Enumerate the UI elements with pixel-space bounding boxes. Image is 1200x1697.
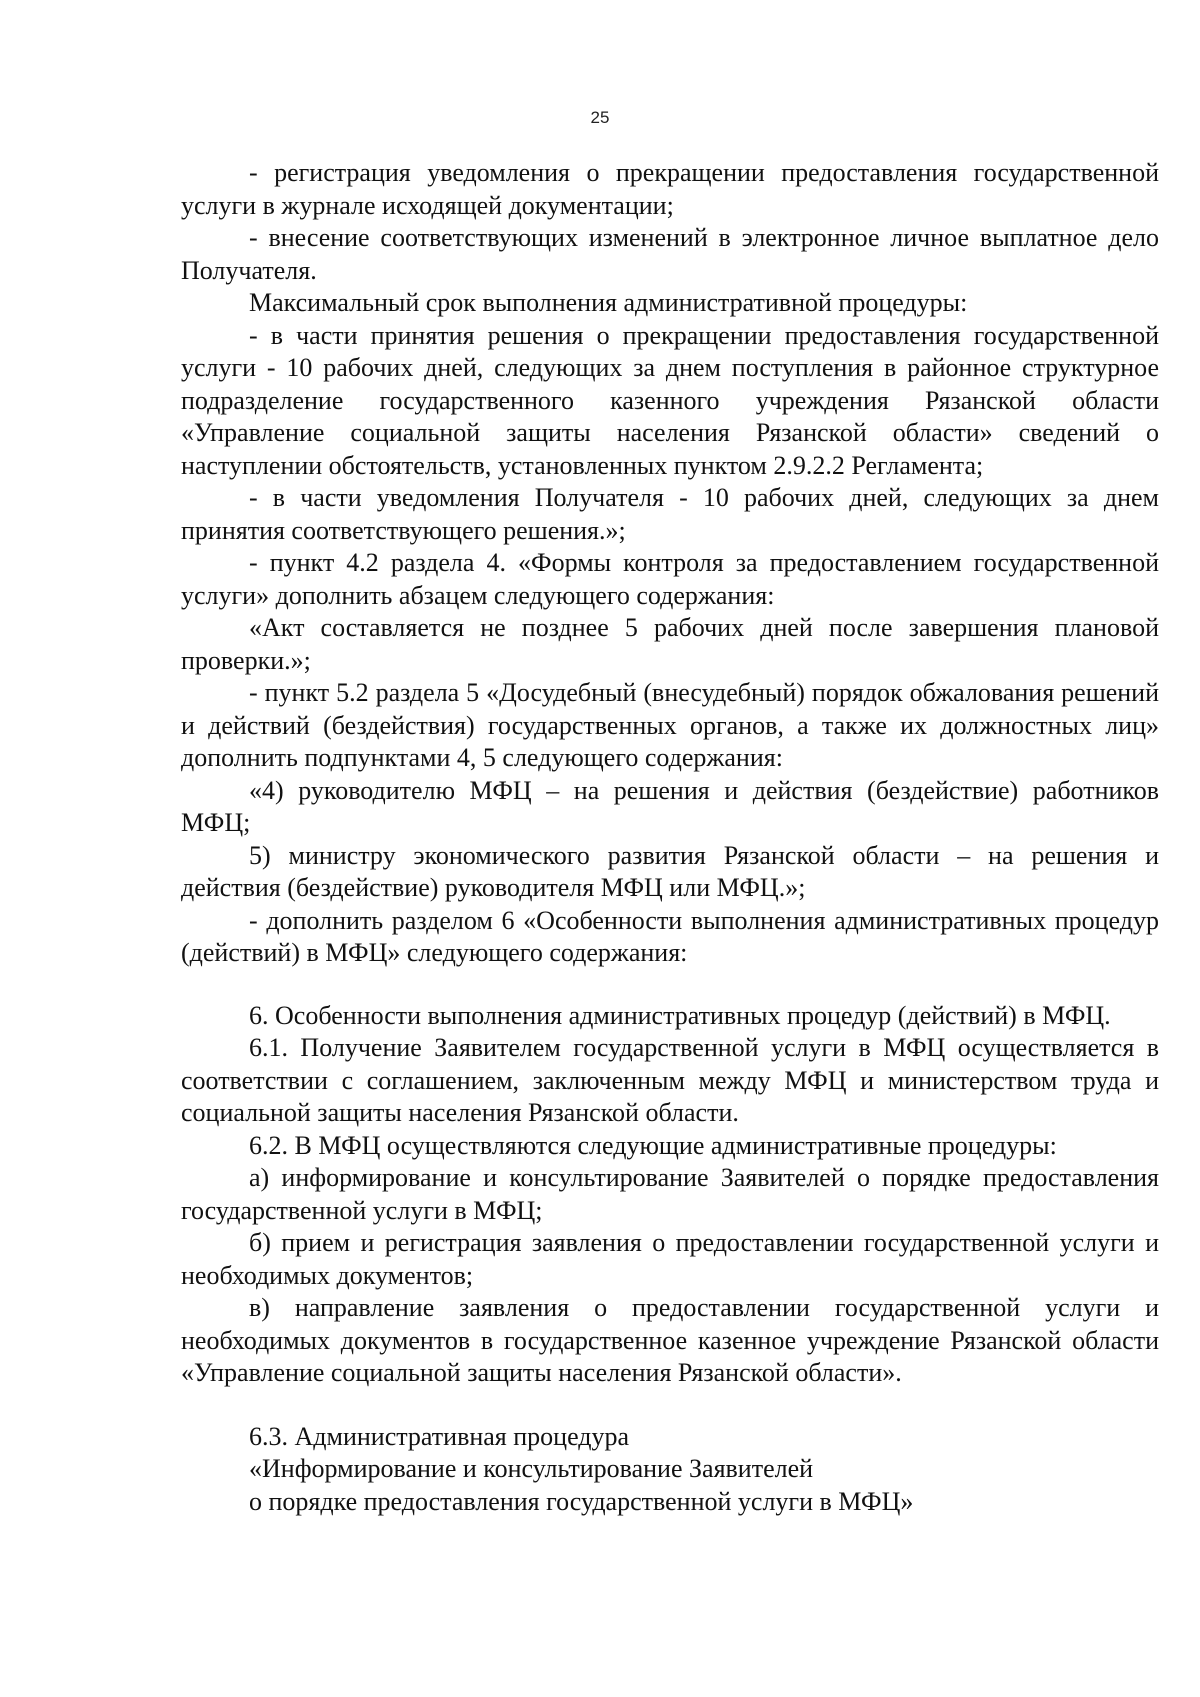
page-number: 25: [590, 108, 610, 127]
document-body: [181, 157, 1159, 1518]
heading-line: «Информирование и консультирование Заявителей: [249, 1454, 814, 1483]
heading-line: 6.3. Административная процедура: [249, 1421, 630, 1451]
paragraph: - в части принятия решения о прекращении предоставления государственной услуги - 10 рабочих дней, следующих за днем поступления в районное структурное подразделение государственного казенного учреждения Рязанской области «Управление социальной защиты населения Рязанской области» сведений о наступлении обстоятельств, установленных пунктом 2.9.2.2 Регламента;: [181, 320, 1159, 480]
paragraph: 6.2. В МФЦ осуществляются следующие административные процедуры:: [249, 1130, 1057, 1160]
paragraph: - пункт 5.2 раздела 5 «Досудебный (внесудебный) порядок обжалования решений и действий (бездействия) государственных органов, а также их должностных лиц» дополнить подпунктами 4, 5 следующего содержания:: [181, 678, 1159, 772]
paragraph: - дополнить разделом 6 «Особенности выполнения административных процедур (действий) в МФЦ» следующего содержания:: [181, 905, 1159, 967]
list-item: а) информирование и консультирование Заявителей о порядке предоставления государственной услуги в МФЦ;: [181, 1163, 1159, 1225]
paragraph: - в части уведомления Получателя - 10 рабочих дней, следующих за днем принятия соответствующего решения.»;: [181, 483, 1159, 545]
paragraph: Максимальный срок выполнения административной процедуры:: [249, 288, 968, 317]
paragraph: - пункт 4.2 раздела 4. «Формы контроля за предоставлением государственной услуги» дополнить абзацем следующего содержания:: [181, 548, 1159, 610]
paragraph: «Акт составляется не позднее 5 рабочих дней после завершения плановой проверки.»;: [181, 613, 1159, 675]
list-item: б) прием и регистрация заявления о предоставлении государственной услуги и необходимых документов;: [181, 1228, 1159, 1290]
heading-line: о порядке предоставления государственной услуги в МФЦ»: [249, 1486, 914, 1516]
list-item: в) направление заявления о предоставлении государственной услуги и необходимых документов в государственное казенное учреждение Рязанской области «Управление социальной защиты населения Рязанской области».: [181, 1293, 1159, 1387]
section-title: 6. Особенности выполнения административных процедур (действий) в МФЦ.: [249, 1000, 1111, 1030]
paragraph: - внесение соответствующих изменений в электронное личное выплатное дело Получателя.: [181, 223, 1159, 285]
paragraph: 5) министру экономического развития Рязанской области – на решения и действия (бездействие) руководителя МФЦ или МФЦ.»;: [181, 840, 1159, 902]
paragraph: 6.1. Получение Заявителем государственной услуги в МФЦ осуществляется в соответствии с соглашением, заключенным между МФЦ и министерством труда и социальной защиты населения Рязанской области.: [181, 1033, 1159, 1127]
subsection-heading: [181, 1421, 1159, 1519]
paragraph: «4) руководителю МФЦ – на решения и действия (бездействие) работников МФЦ;: [181, 775, 1159, 837]
paragraph: - регистрация уведомления о прекращении предоставления государственной услуги в журнале исходящей документации;: [181, 158, 1159, 220]
